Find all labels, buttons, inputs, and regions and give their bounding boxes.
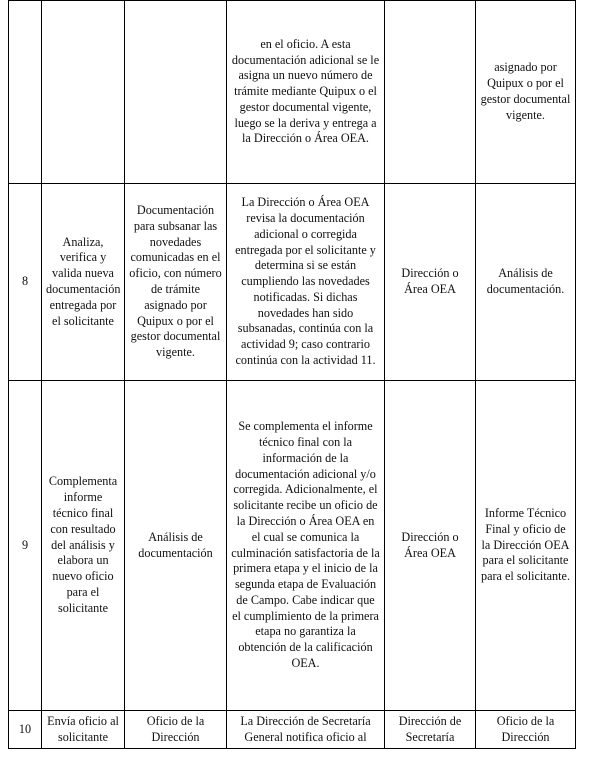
responsible-cell: Dirección de Secretaría (385, 711, 476, 749)
table-row (9, 711, 576, 749)
responsible-cell: Dirección o Área OEA (385, 184, 476, 381)
outputs-cell: Oficio de la Dirección (476, 711, 576, 749)
inputs-cell (125, 1, 227, 184)
process-table (8, 0, 576, 749)
inputs-cell: Análisis de documentación (125, 381, 227, 711)
activity-cell (42, 1, 125, 184)
description-cell: La Dirección o Área OEA revisa la documentación adicional o corregida entregada por el solicitante y determina si se están cumpliendo las novedades notificadas. Si dichas novedades han sido subsanadas, continúa con la actividad 9; caso contrario continúa con la actividad 11. (227, 184, 385, 381)
responsible-cell (385, 1, 476, 184)
outputs-cell: Informe Técnico Final y oficio de la Dirección OEA para el solicitante para el solicitante. (476, 381, 576, 711)
row-number (9, 1, 42, 184)
row-number: 8 (9, 184, 42, 381)
activity-cell: Complementa informe técnico final con resultado del análisis y elabora un nuevo oficio para el solicitante (42, 381, 125, 711)
description-cell: Se complementa el informe técnico final con la información de la documentación adicional y/o corregida. Adicionalmente, el solicitante recibe un oficio de la Dirección o Área OEA en el cual se comunica la culminación satisfactoria de la primera etapa y el inicio de la segunda etapa de Evaluación de Campo. Cabe indicar que el cumplimiento de la primera etapa no garantiza la obtención de la calificación OEA. (227, 381, 385, 711)
inputs-cell: Oficio de la Dirección (125, 711, 227, 749)
table-row (9, 381, 576, 711)
table-row (9, 184, 576, 381)
activity-cell: Envía oficio al solicitante (42, 711, 125, 749)
row-number: 9 (9, 381, 42, 711)
activity-cell: Analiza, verifica y valida nueva documentación entregada por el solicitante (42, 184, 125, 381)
responsible-cell: Dirección o Área OEA (385, 381, 476, 711)
row-number: 10 (9, 711, 42, 749)
outputs-cell: asignado por Quipux o por el gestor documental vigente. (476, 1, 576, 184)
inputs-cell: Documentación para subsanar las novedades comunicadas en el oficio, con número de trámite asignado por Quipux o por el gestor documental vigente. (125, 184, 227, 381)
table-row (9, 1, 576, 184)
description-cell: en el oficio. A esta documentación adicional se le asigna un nuevo número de trámite mediante Quipux o el gestor documental vigente, luego se la deriva y entrega a la Dirección o Área OEA. (227, 1, 385, 184)
outputs-cell: Análisis de documentación. (476, 184, 576, 381)
description-cell: La Dirección de Secretaría General notifica oficio al (227, 711, 385, 749)
